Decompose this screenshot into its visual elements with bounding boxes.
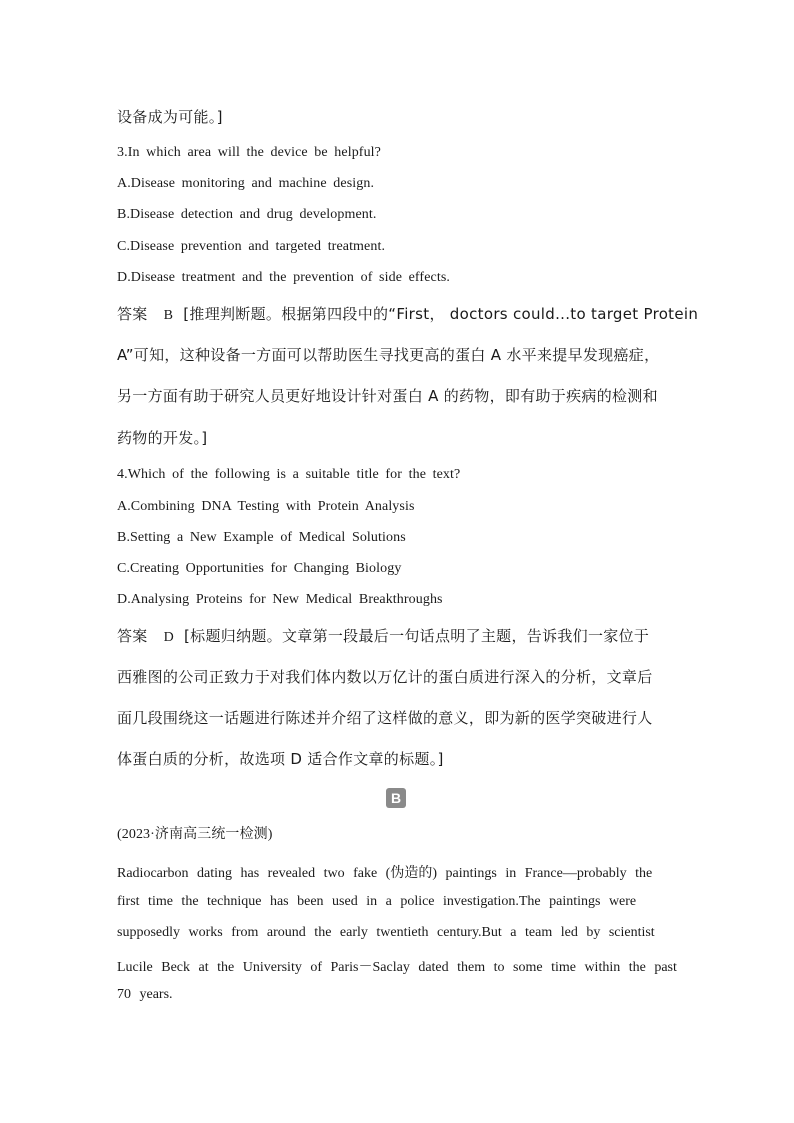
question-4-explanation-line-3: 面几段围绕这一话题进行陈述并介绍了这样做的意义，即为新的医学突破进行人 xyxy=(117,709,653,727)
question-3-answer xyxy=(117,303,698,324)
question-4-stem: 4.Which of the following is a suitable title for the text? xyxy=(117,467,461,482)
passage-line-5: 70 years. xyxy=(117,987,173,1002)
question-3-stem: 3.In which area will the device be helpful? xyxy=(117,145,381,160)
question-3-option-a: A.Disease monitoring and machine design. xyxy=(117,176,375,191)
question-4-explanation-line-2: 西雅图的公司正致力于对我们体内数以万亿计的蛋白质进行深入的分析，文章后 xyxy=(117,668,653,686)
passage-line-3: supposedly works from around the early twentieth century.But a team led by scientist xyxy=(117,925,655,940)
question-4-answer xyxy=(117,625,649,646)
question-3-option-c: C.Disease prevention and targeted treatment. xyxy=(117,239,386,254)
question-3-explanation-line-3: 另一方面有助于研究人员更好地设计针对蛋白 A 的药物，即有助于疾病的检测和 xyxy=(117,387,658,405)
previous-explanation-tail: 设备成为可能。] xyxy=(117,108,223,126)
question-4-explanation-line-4: 体蛋白质的分析，故选项 D 适合作文章的标题。] xyxy=(117,750,444,768)
answer-label: 答案 xyxy=(117,305,148,323)
answer-label: 答案 xyxy=(117,627,148,645)
answer-letter: D xyxy=(163,630,175,645)
question-4-option-c: C.Creating Opportunities for Changing Biology xyxy=(117,561,402,576)
section-source: (2023·济南高三统一检测) xyxy=(117,827,273,842)
question-4-option-a: A.Combining DNA Testing with Protein Analysis xyxy=(117,499,415,514)
question-4-option-b: B.Setting a New Example of Medical Solutions xyxy=(117,530,406,545)
passage-line-2: first time the technique has been used in a police investigation.The paintings were xyxy=(117,894,637,909)
passage-line-4: Lucile Beck at the University of Paris－Saclay dated them to some time within the past xyxy=(117,960,677,975)
question-4-option-d: D.Analysing Proteins for New Medical Breakthroughs xyxy=(117,592,443,607)
question-3-option-b: B.Disease detection and drug development. xyxy=(117,207,377,222)
question-3-option-d: D.Disease treatment and the prevention of side effects. xyxy=(117,270,450,285)
question-3-explanation-line-1: [推理判断题。根据第四段中的“First， doctors could...to target Protein xyxy=(183,305,699,323)
question-3-explanation-line-4: 药物的开发。] xyxy=(117,429,208,447)
section-badge: B xyxy=(386,788,406,808)
question-3-explanation-line-2: A”可知，这种设备一方面可以帮助医生寻找更高的蛋白 A 水平来提早发现癌症， xyxy=(117,346,660,364)
passage-line-1: Radiocarbon dating has revealed two fake (伪造的) paintings in France—probably the xyxy=(117,866,653,881)
answer-letter: B xyxy=(163,308,174,323)
question-4-explanation-line-1: [标题归纳题。文章第一段最后一句话点明了主题，告诉我们一家位于 xyxy=(184,627,650,645)
